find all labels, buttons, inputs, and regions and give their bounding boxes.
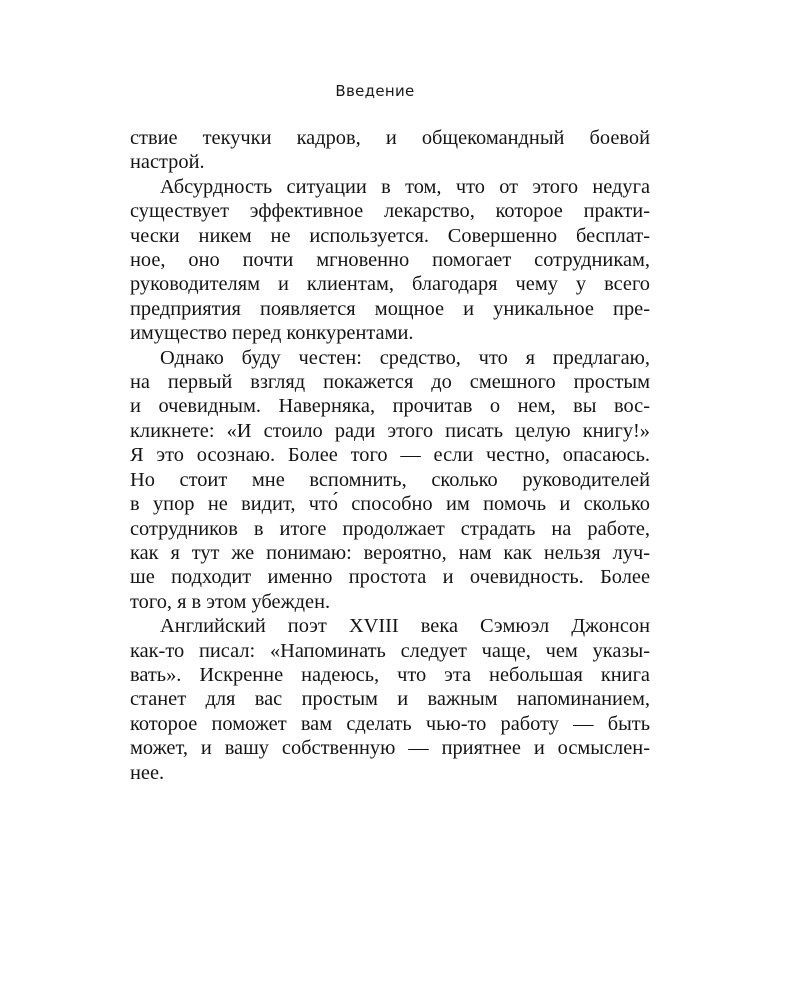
text-line: сотрудников в итоге продолжает страдать на работе, bbox=[130, 517, 650, 540]
text-line: ше подходит именно простота и очевидность. Более bbox=[130, 566, 650, 589]
text-line: кликнете: «И стоило ради этого писать целую книгу!» bbox=[130, 419, 650, 442]
text-line: имущество перед конкурентами. bbox=[130, 322, 414, 345]
text-line: Но стоит мне вспомнить, сколько руководителей bbox=[130, 468, 650, 491]
text-line: и очевидным. Наверняка, прочитав о нем, вы вос- bbox=[130, 395, 650, 418]
paragraph bbox=[130, 346, 650, 614]
paragraph bbox=[130, 175, 650, 346]
body-text bbox=[130, 126, 650, 785]
text-line: руководителям и клиентам, благодаря чему у всего bbox=[130, 273, 650, 296]
text-line: ное, оно почти мгновенно помогает сотрудникам, bbox=[130, 249, 650, 272]
text-line: станет для вас простым и важным напоминанием, bbox=[130, 688, 650, 711]
text-line: может, и вашу собственную — приятнее и осмыслен- bbox=[130, 737, 650, 760]
text-line: которое поможет вам сделать чью-то работу — быть bbox=[130, 712, 650, 735]
text-line: настрой. bbox=[130, 151, 205, 174]
text-line: предприятия появляется мощное и уникальное пре- bbox=[130, 297, 650, 320]
paragraph bbox=[130, 614, 650, 785]
text-line: Я это осознаю. Более того — если честно, опасаюсь. bbox=[130, 444, 650, 467]
text-line: Однако буду честен: средство, что я предлагаю, bbox=[160, 346, 650, 369]
text-line: на первый взгляд покажется до смешного простым bbox=[130, 371, 650, 394]
paragraph bbox=[130, 126, 650, 175]
text-line: существует эффективное лекарство, которое практи- bbox=[130, 200, 650, 223]
text-line: того, я в этом убежден. bbox=[130, 590, 331, 613]
text-line: вать». Искренне надеюсь, что эта небольшая книга bbox=[130, 663, 650, 686]
text-line: нее. bbox=[130, 761, 165, 784]
text-line: чески никем не используется. Совершенно бесплат- bbox=[130, 224, 650, 247]
text-line: Абсурдность ситуации в том, что от этого недуга bbox=[160, 175, 650, 198]
running-header: Введение bbox=[335, 82, 415, 100]
text-line: как я тут же понимаю: вероятно, нам как нельзя луч- bbox=[130, 541, 650, 564]
text-line: ствие текучки кадров, и общекомандный боевой bbox=[130, 127, 650, 149]
text-line: как-то писал: «Напоминать следует чаще, чем указы- bbox=[130, 639, 650, 662]
text-line: Английский поэт XVIII века Сэмюэл Джонсон bbox=[160, 615, 650, 638]
text-line: в упор не видит, что́ способно им помочь и сколько bbox=[130, 493, 650, 516]
